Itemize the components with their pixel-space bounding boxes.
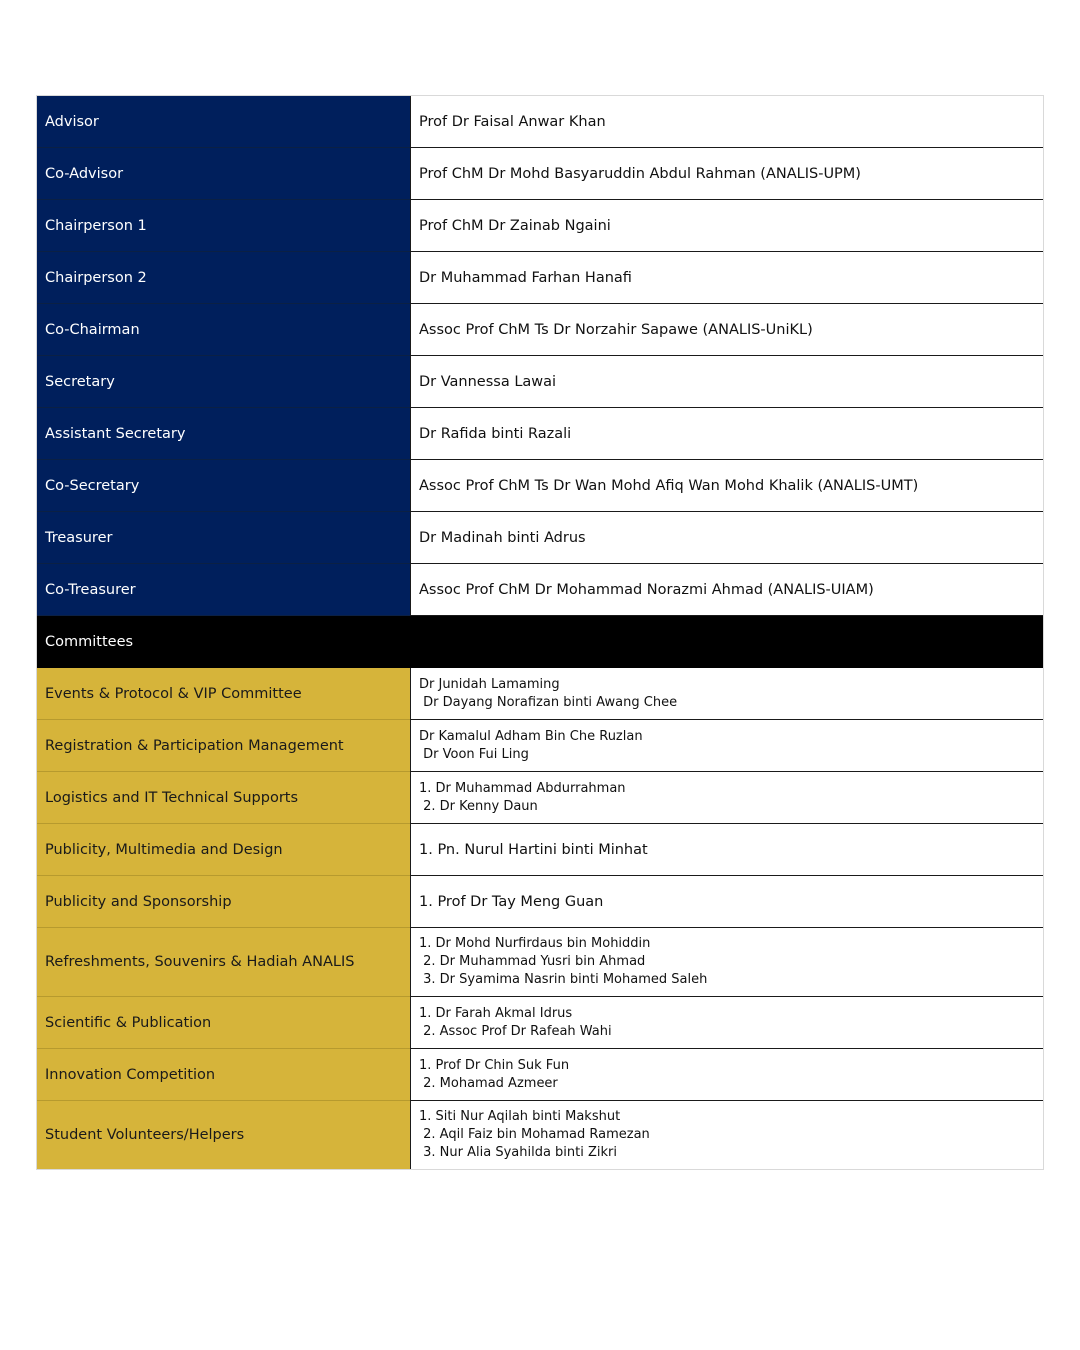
committee-name: Logistics and IT Technical Supports xyxy=(37,772,410,824)
officer-row xyxy=(37,512,1043,564)
role-label: Co-Secretary xyxy=(37,460,410,512)
committee-row xyxy=(37,772,1043,824)
committee-row xyxy=(37,997,1043,1049)
member-name: Dr Dayang Norafizan binti Awang Chee xyxy=(419,694,678,710)
committee-members xyxy=(410,997,1043,1049)
member-name: Dr Kamalul Adham Bin Che Ruzlan xyxy=(419,728,643,744)
person-name-text: Dr Muhammad Farhan Hanafi xyxy=(419,269,632,286)
committee-name: Student Volunteers/Helpers xyxy=(37,1101,410,1169)
committee-name: Scientific & Publication xyxy=(37,997,410,1049)
officer-row xyxy=(37,304,1043,356)
person-name xyxy=(410,200,1043,252)
member-name: Dr Voon Fui Ling xyxy=(419,746,529,762)
person-name-text: Dr Vannessa Lawai xyxy=(419,373,557,390)
person-name xyxy=(410,460,1043,512)
officer-row xyxy=(37,408,1043,460)
committee-members xyxy=(410,876,1043,928)
committee-members xyxy=(410,1049,1043,1101)
committee-row xyxy=(37,1049,1043,1101)
member-name: 2. Assoc Prof Dr Rafeah Wahi xyxy=(419,1023,612,1039)
member-name: 2. Dr Kenny Daun xyxy=(419,798,538,814)
member-name: 2. Dr Muhammad Yusri bin Ahmad xyxy=(419,954,646,969)
committees-header-label: Committees xyxy=(45,634,134,650)
committee-name: Publicity and Sponsorship xyxy=(37,876,410,928)
member-name: 1. Pn. Nurul Hartini binti Minhat xyxy=(419,841,648,858)
role-label: Secretary xyxy=(37,356,410,408)
committee-row xyxy=(37,928,1043,997)
person-name-text: Prof Dr Faisal Anwar Khan xyxy=(419,113,606,130)
member-name: 1. Dr Mohd Nurfirdaus bin Mohiddin xyxy=(419,936,651,951)
person-name-text: Assoc Prof ChM Ts Dr Norzahir Sapawe (ANALIS-UniKL) xyxy=(419,321,813,338)
person-name xyxy=(410,96,1043,148)
committees-section-header xyxy=(37,616,1043,668)
person-name xyxy=(410,512,1043,564)
committee-name: Registration & Participation Management xyxy=(37,720,410,772)
person-name-text: Prof ChM Dr Zainab Ngaini xyxy=(419,217,611,234)
member-name: 2. Aqil Faiz bin Mohamad Ramezan xyxy=(419,1127,650,1142)
member-name: 3. Dr Syamima Nasrin binti Mohamed Saleh xyxy=(419,972,708,987)
committee-members xyxy=(410,824,1043,876)
person-name xyxy=(410,564,1043,616)
member-name: 1. Prof Dr Tay Meng Guan xyxy=(419,893,604,910)
person-name-text: Prof ChM Dr Mohd Basyaruddin Abdul Rahman (ANALIS-UPM) xyxy=(419,165,861,182)
role-label: Treasurer xyxy=(37,512,410,564)
person-name xyxy=(410,148,1043,200)
person-name-text: Assoc Prof ChM Ts Dr Wan Mohd Afiq Wan Mohd Khalik (ANALIS-UMT) xyxy=(419,477,919,494)
officer-row xyxy=(37,564,1043,616)
member-name: 3. Nur Alia Syahilda binti Zikri xyxy=(419,1145,617,1160)
member-name: Dr Junidah Lamaming xyxy=(419,676,560,692)
officer-row xyxy=(37,96,1043,148)
member-name: 1. Dr Farah Akmal Idrus xyxy=(419,1005,573,1021)
committee-row xyxy=(37,720,1043,772)
committee-row xyxy=(37,876,1043,928)
committee-name: Publicity, Multimedia and Design xyxy=(37,824,410,876)
committee-row xyxy=(37,1101,1043,1169)
person-name-text: Dr Rafida binti Razali xyxy=(419,425,572,442)
committee-name: Innovation Competition xyxy=(37,1049,410,1101)
role-label: Co-Chairman xyxy=(37,304,410,356)
person-name-text: Dr Madinah binti Adrus xyxy=(419,529,586,546)
role-label: Co-Advisor xyxy=(37,148,410,200)
committee-row xyxy=(37,824,1043,876)
person-name xyxy=(410,356,1043,408)
committee-members xyxy=(410,720,1043,772)
committee-members xyxy=(410,1101,1043,1169)
committee-row xyxy=(37,668,1043,720)
person-name xyxy=(410,304,1043,356)
role-label: Chairperson 1 xyxy=(37,200,410,252)
role-label: Advisor xyxy=(37,96,410,148)
member-name: 1. Dr Muhammad Abdurrahman xyxy=(419,780,626,796)
role-label: Assistant Secretary xyxy=(37,408,410,460)
committee-name: Refreshments, Souvenirs & Hadiah ANALIS xyxy=(37,928,410,997)
member-name: 2. Mohamad Azmeer xyxy=(419,1075,558,1091)
committee-members xyxy=(410,928,1043,997)
person-name-text: Assoc Prof ChM Dr Mohammad Norazmi Ahmad (ANALIS-UIAM) xyxy=(419,581,874,598)
member-name: 1. Siti Nur Aqilah binti Makshut xyxy=(419,1109,621,1124)
member-name: 1. Prof Dr Chin Suk Fun xyxy=(419,1057,570,1073)
officer-row xyxy=(37,356,1043,408)
role-label: Chairperson 2 xyxy=(37,252,410,304)
committee-members xyxy=(410,772,1043,824)
officer-row xyxy=(37,200,1043,252)
officer-row xyxy=(37,252,1043,304)
person-name xyxy=(410,408,1043,460)
organizing-committee-table xyxy=(36,95,1044,1170)
committee-members xyxy=(410,668,1043,720)
person-name xyxy=(410,252,1043,304)
officer-row xyxy=(37,148,1043,200)
officer-row xyxy=(37,460,1043,512)
role-label: Co-Treasurer xyxy=(37,564,410,616)
committee-name: Events & Protocol & VIP Committee xyxy=(37,668,410,720)
